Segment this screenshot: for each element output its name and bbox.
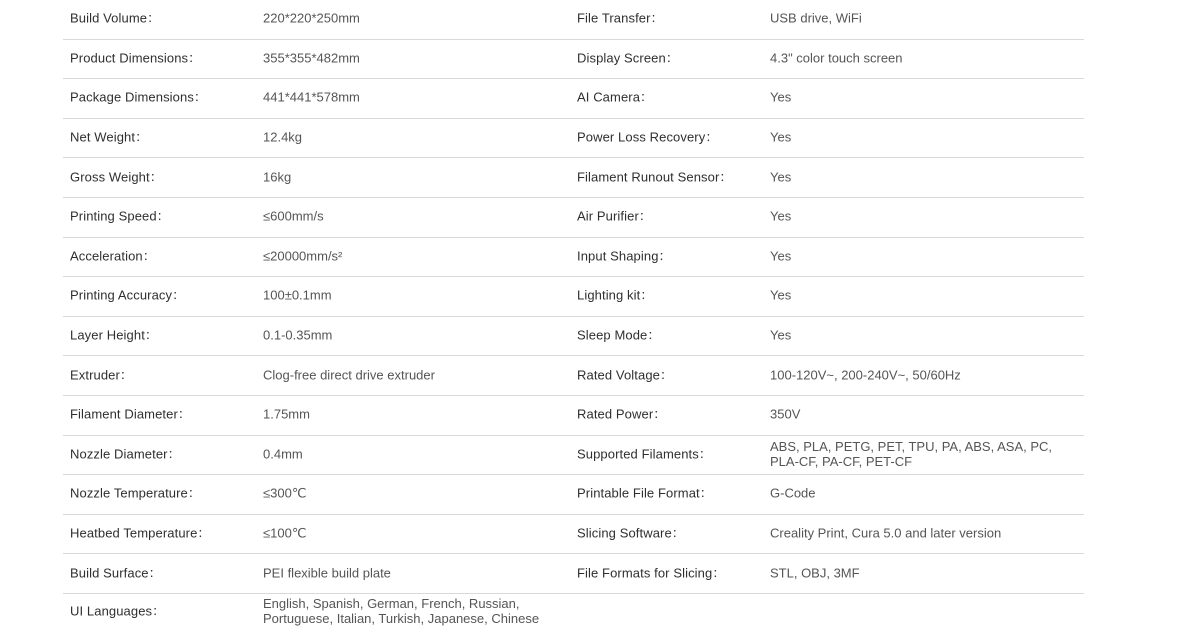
spec-value: Creality Print, Cura 5.0 and later version: [770, 525, 1002, 541]
spec-row: [63, 436, 576, 476]
spec-value: Yes: [770, 169, 792, 185]
spec-value: English, Spanish, German, French, Russian, Portuguese, Italian, Turkish, Japanese, Chinese: [263, 596, 540, 627]
spec-value: G-Code: [770, 485, 816, 501]
spec-row: [570, 277, 1084, 317]
spec-label: Gross Weight：: [70, 169, 163, 185]
spec-column-right: [570, 0, 1084, 594]
spec-value: ≤300℃: [263, 485, 307, 501]
spec-label: AI Camera：: [577, 90, 654, 106]
spec-value: STL, OBJ, 3MF: [770, 565, 860, 581]
spec-value: Yes: [770, 208, 792, 224]
spec-row: [63, 317, 576, 357]
spec-row: [63, 515, 576, 555]
spec-value: Yes: [770, 129, 792, 145]
spec-label: Acceleration：: [70, 248, 156, 264]
spec-row: [570, 515, 1084, 555]
spec-label: Lighting kit：: [577, 287, 654, 303]
spec-label: Rated Voltage：: [577, 367, 674, 383]
spec-value: 350V: [770, 406, 801, 422]
spec-label: Net Weight：: [70, 129, 149, 145]
spec-value: 1.75mm: [263, 406, 310, 422]
spec-label: Product Dimensions：: [70, 50, 202, 66]
spec-value: Yes: [770, 90, 792, 106]
spec-value: ABS, PLA, PETG, PET, TPU, PA, ABS, ASA, PC, PLA-CF, PA-CF, PET-CF: [770, 438, 1053, 469]
spec-value: ≤20000mm/s²: [263, 248, 343, 264]
spec-row: [570, 396, 1084, 436]
spec-value: ≤600mm/s: [263, 208, 324, 224]
spec-label: Supported Filaments：: [577, 446, 712, 462]
spec-row: [63, 0, 576, 40]
spec-row: [570, 198, 1084, 238]
spec-value: 355*355*482mm: [263, 50, 360, 66]
spec-label: Rated Power：: [577, 406, 667, 422]
spec-row: [63, 277, 576, 317]
spec-row: [570, 119, 1084, 159]
spec-label: Sleep Mode：: [577, 327, 661, 343]
spec-label: Air Purifier：: [577, 208, 652, 224]
spec-label: File Transfer：: [577, 10, 664, 26]
spec-row: [63, 79, 576, 119]
spec-row: [63, 554, 576, 594]
spec-row: [63, 594, 576, 630]
spec-row: [570, 554, 1084, 594]
spec-value: Clog-free direct drive extruder: [263, 367, 435, 383]
spec-value: 220*220*250mm: [263, 10, 360, 26]
spec-label: UI Languages：: [70, 603, 166, 619]
spec-label: Filament Diameter：: [70, 406, 191, 422]
spec-value: 12.4kg: [263, 129, 303, 145]
spec-label: Printing Speed：: [70, 208, 170, 224]
spec-label: File Formats for Slicing：: [577, 565, 726, 581]
spec-row: [63, 119, 576, 159]
spec-value: 16kg: [263, 169, 292, 185]
spec-row: [63, 158, 576, 198]
spec-label: Build Surface：: [70, 565, 162, 581]
spec-row: [570, 158, 1084, 198]
spec-label: Build Volume：: [70, 10, 161, 26]
spec-value: 441*441*578mm: [263, 90, 360, 106]
spec-label: Extruder：: [70, 367, 134, 383]
spec-value: 4.3" color touch screen: [770, 50, 903, 66]
spec-row: [570, 0, 1084, 40]
spec-value: Yes: [770, 327, 792, 343]
spec-value: 100±0.1mm: [263, 287, 332, 303]
spec-row: [570, 40, 1084, 80]
spec-column-left: [63, 0, 576, 630]
spec-label: Printing Accuracy：: [70, 287, 186, 303]
spec-row: [63, 40, 576, 80]
spec-row: [570, 436, 1084, 476]
spec-row: [63, 198, 576, 238]
spec-label: Package Dimensions：: [70, 90, 208, 106]
spec-row: [570, 238, 1084, 278]
spec-row: [63, 396, 576, 436]
spec-row: [63, 356, 576, 396]
spec-label: Display Screen：: [577, 50, 679, 66]
spec-value: 0.1-0.35mm: [263, 327, 333, 343]
spec-label: Power Loss Recovery：: [577, 129, 719, 145]
spec-label: Nozzle Diameter：: [70, 446, 181, 462]
spec-row: [570, 356, 1084, 396]
spec-value: Yes: [770, 248, 792, 264]
spec-row: [63, 475, 576, 515]
spec-label: Printable File Format：: [577, 485, 713, 501]
spec-value: 100-120V~, 200-240V~, 50/60Hz: [770, 367, 961, 383]
spec-value: 0.4mm: [263, 446, 303, 462]
spec-label: Input Shaping：: [577, 248, 672, 264]
spec-row: [570, 79, 1084, 119]
spec-value: PEI flexible build plate: [263, 565, 391, 581]
spec-label: Slicing Software：: [577, 525, 685, 541]
spec-label: Nozzle Temperature：: [70, 485, 201, 501]
spec-label: Heatbed Temperature：: [70, 525, 211, 541]
spec-row: [63, 238, 576, 278]
spec-label: Layer Height：: [70, 327, 159, 343]
spec-row: [570, 475, 1084, 515]
spec-value: USB drive, WiFi: [770, 10, 862, 26]
spec-row: [570, 317, 1084, 357]
spec-value: ≤100℃: [263, 525, 307, 541]
spec-value: Yes: [770, 287, 792, 303]
spec-label: Filament Runout Sensor：: [577, 169, 733, 185]
